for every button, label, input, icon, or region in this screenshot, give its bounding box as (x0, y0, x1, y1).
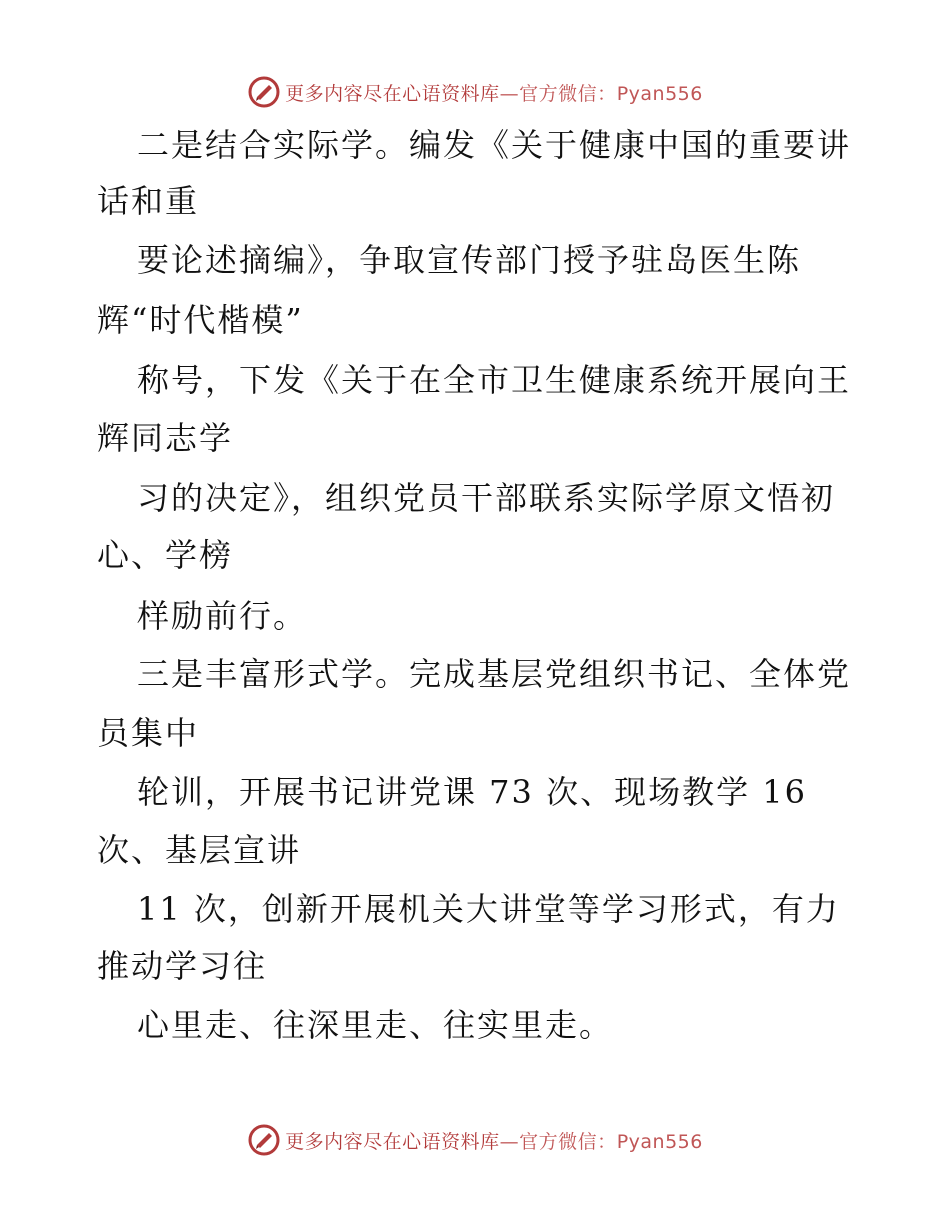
text-line-3: 要论述摘编》，争取宣传部门授予驻岛医生陈 (137, 241, 802, 279)
footer-wechat-label: 官方微信： (519, 1130, 617, 1153)
text-line-2: 话和重 (97, 182, 200, 220)
logo-icon (247, 1123, 281, 1157)
text-line-10: 三是丰富形式学。完成基层党组织书记、全体党 (137, 655, 852, 693)
header-text (285, 79, 703, 106)
footer-separator: — (499, 1130, 520, 1153)
footer-text (285, 1127, 703, 1154)
text-line-6: 辉同志学 (97, 419, 234, 457)
text-line-7: 习的决定》，组织党员干部联系实际学原文悟初 (137, 479, 836, 517)
header-wechat-id: Pyan556 (616, 82, 703, 105)
text-line-4: 辉“时代楷模” (97, 301, 304, 339)
text-line-11: 员集中 (97, 714, 200, 752)
text-line-1: 二是结合实际学。编发《关于健康中国的重要讲 (137, 126, 852, 164)
text-line-5: 称号，下发《关于在全市卫生健康系统开展向王 (137, 361, 852, 399)
footer-site: 更多内容尽在心语资料库 (285, 1130, 500, 1153)
footer-wechat-id: Pyan556 (616, 1130, 703, 1153)
text-line-12: 轮训，开展书记讲党课 73 次、现场教学 16 (137, 773, 807, 811)
header-banner (0, 72, 950, 112)
header-site: 更多内容尽在心语资料库 (285, 82, 500, 105)
text-line-14: 11 次，创新开展机关大讲堂等学习形式，有力 (137, 890, 840, 928)
text-line-13: 次、基层宣讲 (97, 831, 302, 869)
text-line-8: 心、学榜 (97, 536, 234, 574)
logo-icon (247, 75, 281, 109)
text-line-16: 心里走、往深里走、往实里走。 (137, 1006, 614, 1044)
header-separator: — (499, 82, 520, 105)
footer-banner (0, 1120, 950, 1160)
text-line-9: 样励前行。 (137, 597, 308, 635)
header-wechat-label: 官方微信： (519, 82, 617, 105)
text-line-15: 推动学习往 (97, 947, 268, 985)
